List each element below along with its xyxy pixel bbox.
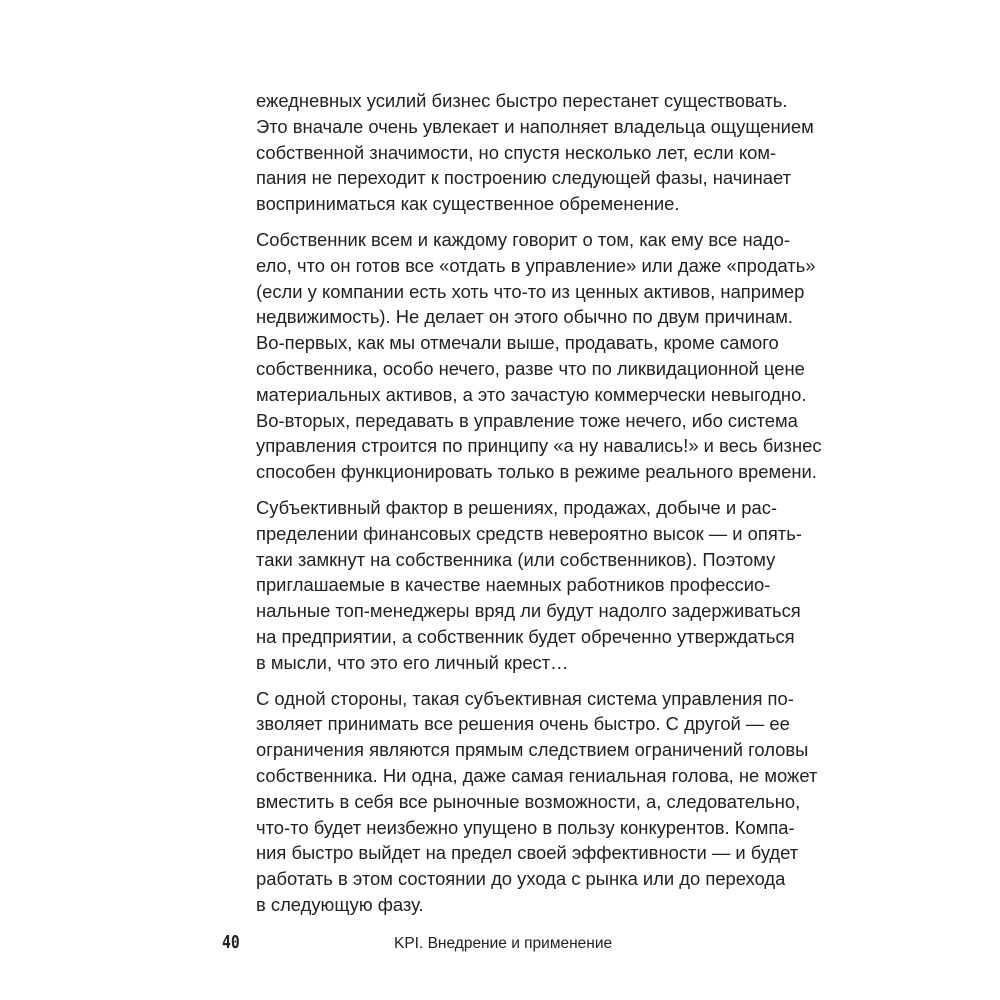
- text-line: С одной стороны, такая субъективная система управления по-: [256, 687, 794, 709]
- text-line: недвижимость). Не делает он этого обычно по двум причинам.: [256, 306, 794, 328]
- text-line: Во-вторых, передавать в управление тоже нечего, ибо система: [256, 409, 798, 431]
- text-line: в следующую фазу.: [256, 893, 424, 915]
- text-line: что-то будет неизбежно упущено в пользу конкурентов. Компа-: [256, 816, 795, 838]
- paragraph-4: [256, 686, 818, 918]
- text-line: (если у компании есть хоть что-то из ценных активов, например: [256, 280, 805, 302]
- text-line: пания не переходит к построению следующей фазы, начинает: [256, 167, 792, 189]
- text-line: нальные топ-менеджеры вряд ли будут надолго задерживаться: [256, 600, 801, 622]
- text-line: вместить в себя все рыночные возможности, а, следовательно,: [256, 790, 801, 812]
- body-text: [256, 88, 822, 928]
- text-line: ния быстро выйдет на предел своей эффективности — и будет: [256, 842, 799, 864]
- text-line: в мысли, что это его личный крест…: [256, 651, 569, 673]
- text-line: материальных активов, а это зачастую коммерчески невыгодно.: [256, 383, 807, 405]
- text-line: ограничения являются прямым следствием ограничений головы: [256, 739, 809, 761]
- text-line: способен функционировать только в режиме реального времени.: [256, 461, 817, 483]
- text-line: ело, что он готов все «отдать в управление» или даже «продать»: [256, 254, 816, 276]
- text-line: собственника. Ни одна, даже самая гениальная голова, не может: [256, 764, 818, 786]
- text-line: ежедневных усилий бизнес быстро перестанет существовать.: [256, 90, 788, 111]
- text-line: на предприятии, а собственник будет обреченно утверждаться: [256, 625, 795, 647]
- text-line: пределении финансовых средств невероятно высок — и опять-: [256, 522, 802, 544]
- text-line: работать в этом состоянии до ухода с рынка или до перехода: [256, 868, 786, 890]
- paragraph-3: [256, 495, 802, 676]
- text-line: управления строится по принципу «а ну навались!» и весь бизнес: [256, 435, 822, 457]
- running-title: KPI. Внедрение и применение: [394, 935, 613, 952]
- text-line: таки замкнут на собственника (или собственников). Поэтому: [256, 548, 776, 570]
- text-line: Во-первых, как мы отмечали выше, продавать, кроме самого: [256, 332, 779, 354]
- text-line: собственной значимости, но спустя несколько лет, если ком-: [256, 141, 777, 163]
- paragraph-1: [256, 88, 814, 217]
- text-line: Это вначале очень увлекает и наполняет владельца ощущением: [256, 115, 814, 137]
- text-line: Субъективный фактор в решениях, продажах, добыче и рас-: [256, 496, 778, 518]
- paragraph-2: [256, 227, 822, 485]
- text-line: Собственник всем и каждому говорит о том, как ему все надо-: [256, 228, 790, 250]
- text-line: восприниматься как существенное обременение.: [256, 193, 680, 215]
- text-line: зволяет принимать все решения очень быстро. С другой — ее: [256, 713, 790, 735]
- text-line: приглашаемые в качестве наемных работников профессио-: [256, 574, 771, 596]
- page-footer: [222, 932, 742, 960]
- text-line: собственника, особо нечего, разве что по ликвидационной цене: [256, 357, 805, 379]
- page-number: 40: [222, 932, 240, 953]
